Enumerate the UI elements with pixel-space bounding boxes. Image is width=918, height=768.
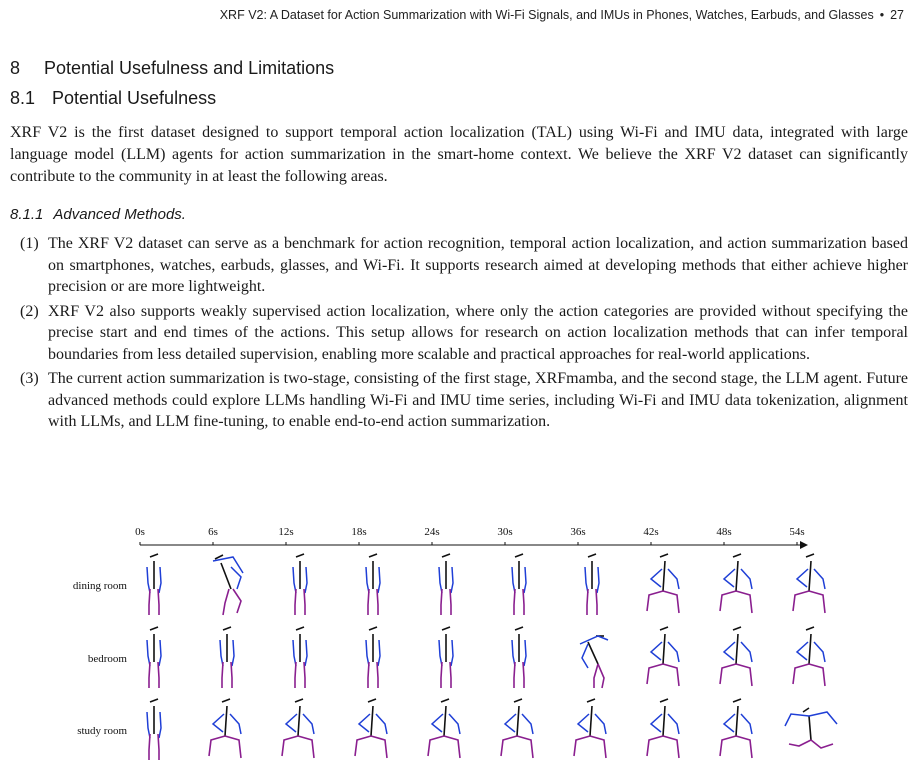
time-label: 6s	[208, 526, 218, 538]
skeleton-arm	[741, 569, 752, 589]
running-head	[220, 8, 904, 22]
skeleton-leg	[809, 591, 825, 613]
subsubsection-title: Advanced Methods.	[53, 206, 186, 223]
time-label: 48s	[716, 526, 732, 538]
skeleton-arm	[303, 714, 314, 734]
skeleton-arm	[580, 636, 608, 644]
list-item-text: The XRF V2 dataset can serve as a benchmark for action recognition, temporal action localization, and action summarization based on smartphones, watches, earbuds, glasses, and Wi-Fi. It supports research aimed at developing methods that either achieve higher precision or are more lightweight.	[48, 235, 908, 295]
skeleton-figure	[720, 699, 752, 758]
row-label: dining room	[72, 580, 127, 592]
time-label: 12s	[278, 526, 294, 538]
running-head-bullet: •	[879, 8, 885, 22]
list-item-text: The current action summarization is two-stage, consisting of the first stage, XRFmamba, and the second stage, the LLM agent. Future advanced methods could explore LLMs handling Wi-Fi and IMU time series, including Wi-Fi and IMU data tokenization, alignment with LLMs, and LLM fine-tuning, to enable end-to-end action summarization.	[48, 370, 908, 430]
skeleton-figure	[366, 554, 380, 615]
skeleton-arm	[378, 640, 380, 666]
skeleton-head	[150, 554, 158, 557]
skeleton-torso	[663, 561, 665, 591]
skeleton-leg	[514, 662, 515, 688]
skeleton-arm	[797, 642, 808, 660]
skeleton-torso	[736, 706, 738, 736]
skeleton-head	[660, 554, 668, 557]
skeleton-leg	[377, 589, 378, 615]
skeleton-torso	[809, 634, 811, 664]
skeleton-leg	[793, 591, 809, 611]
skeleton-arm	[232, 640, 234, 666]
list-marker: (3)	[20, 370, 39, 387]
skeleton-leg	[663, 664, 679, 686]
skeleton-figure	[282, 699, 314, 758]
skeleton-torso	[298, 706, 300, 736]
skeleton-head	[803, 708, 809, 712]
skeleton-leg	[209, 736, 225, 756]
skeleton-arm	[213, 557, 243, 573]
skeleton-arm	[595, 714, 606, 734]
section-heading	[10, 58, 334, 79]
skeleton-leg	[441, 589, 442, 615]
skeleton-leg	[304, 662, 305, 688]
skeleton-head	[515, 627, 523, 630]
skeleton-torso	[736, 561, 738, 591]
skeleton-torso	[809, 561, 811, 591]
skeleton-arm	[159, 712, 161, 738]
skeleton-arm	[668, 642, 679, 662]
skeleton-leg	[441, 662, 442, 688]
skeleton-arm	[578, 714, 589, 732]
skeleton-leg	[590, 736, 606, 758]
skeleton-figure	[647, 554, 679, 613]
skeleton-arm	[668, 714, 679, 734]
skeleton-leg	[355, 736, 371, 756]
skeleton-head	[441, 699, 449, 702]
skeleton-arm	[505, 714, 516, 732]
skeleton-leg	[444, 736, 460, 758]
skeleton-arm	[522, 714, 533, 734]
skeleton-leg	[736, 591, 752, 613]
list-marker: (2)	[20, 302, 39, 320]
subsubsection-number: 8.1.1	[10, 206, 44, 223]
subsubsection-heading	[10, 206, 186, 223]
skeleton-leg	[517, 736, 533, 758]
skeleton-arm	[741, 642, 752, 662]
timeline-arrow	[800, 541, 808, 549]
skeleton-head	[442, 554, 450, 557]
skeleton-arm	[651, 714, 662, 732]
skeleton-arm	[213, 714, 224, 732]
row-label: bedroom	[87, 653, 127, 665]
skeleton-head	[223, 627, 231, 630]
skeleton-arm	[651, 642, 662, 660]
skeleton-torso	[590, 706, 592, 736]
skeleton-arm	[814, 569, 825, 589]
skeleton-head	[515, 554, 523, 557]
skeleton-figure	[439, 627, 453, 688]
skeleton-leg	[596, 589, 597, 615]
skeleton-torso	[663, 706, 665, 736]
skeleton-arm	[231, 567, 241, 589]
skeleton-leg	[295, 589, 296, 615]
skeleton-figure	[439, 554, 453, 615]
skeleton-figure	[209, 699, 241, 758]
skeleton-head	[150, 699, 158, 702]
skeleton-leg	[368, 589, 369, 615]
skeleton-leg	[158, 662, 159, 688]
skeleton-figure	[213, 555, 243, 615]
skeleton-arm	[668, 569, 679, 589]
skeleton-leg	[428, 736, 444, 756]
skeleton-leg	[647, 664, 663, 684]
skeleton-head	[733, 627, 741, 630]
skeleton-arm	[797, 569, 808, 587]
skeleton-figure	[428, 699, 460, 758]
subsection-heading	[10, 88, 216, 109]
skeleton-torso	[588, 642, 598, 664]
skeleton-head	[369, 627, 377, 630]
skeleton-arm	[524, 567, 526, 593]
skeleton-leg	[158, 589, 159, 615]
skeleton-figure	[785, 708, 837, 748]
skeleton-leg	[149, 662, 150, 688]
skeleton-leg	[222, 662, 223, 688]
skeleton-leg	[450, 662, 451, 688]
skeleton-arm	[814, 642, 825, 662]
time-label: 24s	[424, 526, 440, 538]
time-label: 54s	[789, 526, 805, 538]
skeleton-leg	[223, 589, 229, 615]
skeleton-figure	[720, 627, 752, 686]
time-label: 42s	[643, 526, 659, 538]
skeleton-leg	[598, 664, 604, 688]
skeleton-head	[660, 699, 668, 702]
skeleton-arm	[376, 714, 387, 734]
skeleton-figure	[585, 554, 599, 615]
skeleton-leg	[594, 664, 598, 688]
skeleton-arm	[378, 567, 380, 593]
skeleton-arm	[359, 714, 370, 732]
subsection-title: Potential Usefulness	[52, 88, 217, 108]
skeleton-head	[514, 699, 522, 702]
skeleton-figure	[512, 554, 526, 615]
list-item	[10, 301, 908, 366]
skeleton-leg	[523, 589, 524, 615]
list-marker: (1)	[20, 235, 39, 252]
skeleton-leg	[720, 591, 736, 611]
list-item	[10, 368, 908, 433]
skeleton-head	[295, 699, 303, 702]
skeleton-timeline-figure	[0, 520, 918, 768]
skeleton-arm	[159, 567, 161, 593]
skeleton-leg	[450, 589, 451, 615]
skeleton-head	[368, 699, 376, 702]
skeleton-leg	[587, 589, 588, 615]
skeleton-arm	[724, 642, 735, 660]
skeleton-arm	[741, 714, 752, 734]
skeleton-figure	[512, 627, 526, 688]
skeleton-leg	[231, 662, 232, 688]
list-item-text: XRF V2 also supports weakly supervised action localization, where only the action categories are provided without specifying the precise start and end times of the actions. This setup allows for research on action localization methods that can infer temporal boundaries from less detailed supervision, enabling more scalable and practical approaches for real-world applications.	[48, 302, 908, 363]
skeleton-arm	[432, 714, 443, 732]
skeleton-figure	[355, 699, 387, 758]
time-label: 36s	[570, 526, 586, 538]
skeleton-figure	[647, 627, 679, 686]
skeleton-head	[806, 627, 814, 630]
skeleton-figure	[647, 699, 679, 758]
skeleton-arm	[451, 640, 453, 666]
skeleton-leg	[789, 740, 811, 746]
skeleton-leg	[663, 591, 679, 613]
skeleton-figure	[293, 627, 307, 688]
advanced-methods-list	[10, 233, 908, 436]
section-number: 8	[10, 58, 21, 78]
skeleton-leg	[149, 734, 150, 760]
skeleton-leg	[523, 662, 524, 688]
skeleton-head	[806, 554, 814, 557]
skeleton-arm	[724, 714, 735, 732]
skeleton-torso	[736, 634, 738, 664]
skeleton-figure	[720, 554, 752, 613]
skeleton-head	[588, 554, 596, 557]
skeleton-figure	[147, 627, 161, 688]
skeleton-leg	[574, 736, 590, 756]
skeleton-arm	[159, 640, 161, 666]
skeleton-leg	[736, 736, 752, 758]
skeleton-head	[296, 627, 304, 630]
skeleton-torso	[517, 706, 519, 736]
time-label: 30s	[497, 526, 513, 538]
skeleton-arm	[597, 567, 599, 593]
skeleton-leg	[377, 662, 378, 688]
skeleton-figure	[793, 554, 825, 613]
skeleton-torso	[444, 706, 446, 736]
skeleton-figure	[580, 636, 608, 688]
running-head-title: XRF V2: A Dataset for Action Summarization with Wi-Fi Signals, and IMUs in Phones, Watches, Earbuds, and Glasses	[219, 8, 874, 22]
row-label: study room	[77, 725, 127, 737]
skeleton-figure	[793, 627, 825, 686]
skeleton-leg	[298, 736, 314, 758]
skeleton-head	[660, 627, 668, 630]
skeleton-head	[442, 627, 450, 630]
skeleton-torso	[221, 563, 231, 589]
skeleton-figure	[501, 699, 533, 758]
skeleton-arm	[286, 714, 297, 732]
skeleton-torso	[371, 706, 373, 736]
skeleton-leg	[720, 664, 736, 684]
skeleton-leg	[647, 591, 663, 611]
skeleton-figure	[293, 554, 307, 615]
skeleton-leg	[647, 736, 663, 756]
skeleton-figure	[220, 627, 234, 688]
time-label: 0s	[135, 526, 145, 538]
skeleton-leg	[811, 740, 833, 748]
skeleton-arm	[305, 567, 307, 593]
skeleton-arm	[582, 644, 588, 668]
skeleton-leg	[368, 662, 369, 688]
skeleton-head	[215, 555, 223, 559]
skeleton-figure	[147, 554, 161, 615]
skeleton-arm	[724, 569, 735, 587]
skeleton-torso	[663, 634, 665, 664]
skeleton-torso	[225, 706, 227, 736]
skeleton-arm	[449, 714, 460, 734]
skeleton-head	[296, 554, 304, 557]
skeleton-figure	[574, 699, 606, 758]
skeleton-arm	[230, 714, 241, 734]
skeleton-arm	[305, 640, 307, 666]
skeleton-figure	[366, 627, 380, 688]
skeleton-arm	[809, 712, 837, 724]
skeleton-leg	[371, 736, 387, 758]
skeleton-leg	[233, 589, 241, 613]
skeleton-leg	[501, 736, 517, 756]
skeleton-leg	[158, 734, 159, 760]
skeleton-head	[733, 554, 741, 557]
skeleton-leg	[282, 736, 298, 756]
skeleton-head	[733, 699, 741, 702]
skeleton-leg	[720, 736, 736, 756]
time-label: 18s	[351, 526, 367, 538]
skeleton-head	[587, 699, 595, 702]
skeleton-leg	[736, 664, 752, 686]
skeleton-head	[369, 554, 377, 557]
skeleton-leg	[809, 664, 825, 686]
skeleton-figure	[147, 699, 161, 760]
skeleton-leg	[304, 589, 305, 615]
skeleton-leg	[225, 736, 241, 758]
skeleton-leg	[793, 664, 809, 684]
skeleton-head	[150, 627, 158, 630]
skeleton-leg	[149, 589, 150, 615]
page-number: 27	[890, 8, 904, 22]
skeleton-torso	[809, 716, 811, 740]
skeleton-arm	[451, 567, 453, 593]
section-title: Potential Usefulness and Limitations	[44, 58, 335, 78]
intro-paragraph: XRF V2 is the first dataset designed to support temporal action localization (TAL) using Wi-Fi and IMU data, integrated with large language model (LLM) agents for action summarization in the smart-home context. We believe the XRF V2 dataset can significantly contribute to the community in at least the following areas.	[10, 124, 908, 185]
skeleton-arm	[785, 714, 809, 726]
skeleton-leg	[295, 662, 296, 688]
skeleton-leg	[514, 589, 515, 615]
skeleton-arm	[651, 569, 662, 587]
skeleton-leg	[663, 736, 679, 758]
list-item	[10, 233, 908, 298]
skeleton-arm	[524, 640, 526, 666]
subsection-number: 8.1	[10, 88, 36, 108]
skeleton-head	[222, 699, 230, 702]
